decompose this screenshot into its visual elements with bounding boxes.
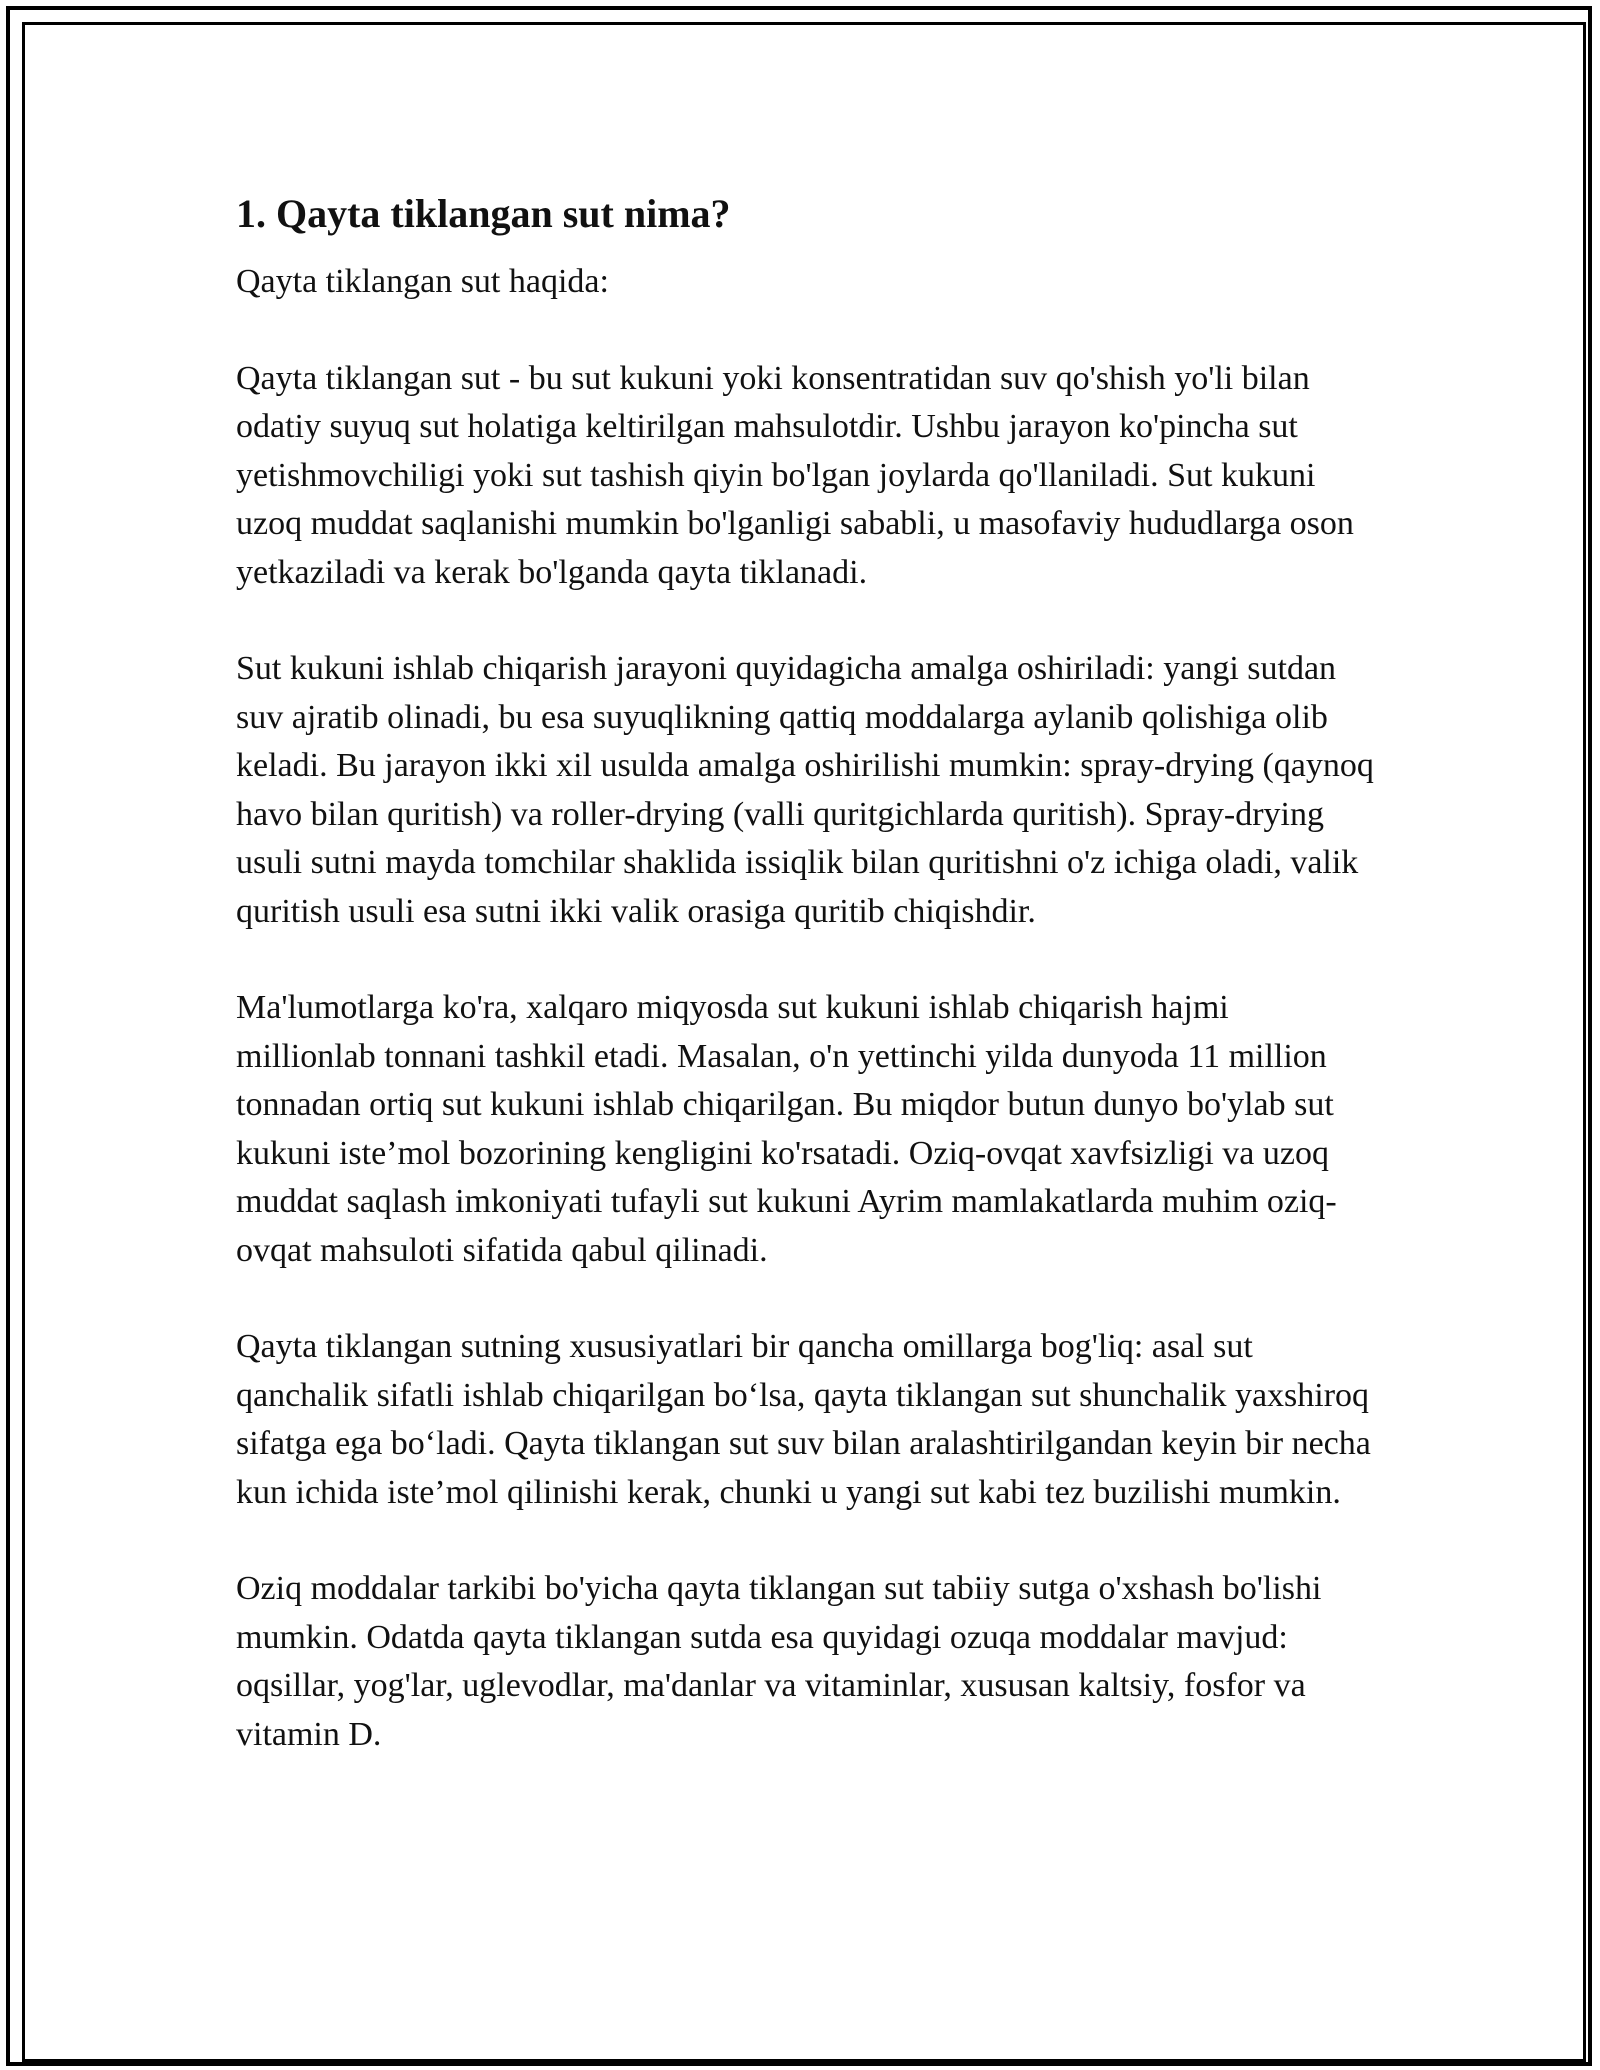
section-heading: 1. Qayta tiklangan sut nima? (236, 191, 731, 236)
paragraph-properties: Qayta tiklangan sutning xususiyatlari bir qancha omillarga bog'liq: asal sut qanchalik sifatli ishlab chiqarilgan bo‘lsa, qayta tiklangan sut shunchalik yaxshiroq sifatga ega bo‘ladi. Qayta tiklangan sut suv bilan aralashtirilgandan keyin bir necha kun ichida iste’mol qilinishi kerak, chunki u yangi sut kabi tez buzilishi mumkin. (236, 1328, 1371, 1511)
paragraph-production-volume: Ma'lumotlarga ko'ra, xalqaro miqyosda sut kukuni ishlab chiqarish hajmi millionlab tonnani tashkil etadi. Masalan, o'n yettinchi yilda dunyoda 11 million tonnadan ortiq sut kukuni ishlab chiqarilgan. Bu miqdor butun dunyo bo'ylab sut kukuni iste’mol bozorining kengligini ko'rsatadi. Oziq-ovqat xavfsizligi va uzoq muddat saqlash imkoniyati tufayli sut kukuni Ayrim mamlakatlarda muhim oziq-ovqat mahsuloti sifatida qabul qilinadi. (236, 989, 1337, 1269)
paragraph-nutrients: Oziq moddalar tarkibi bo'yicha qayta tiklangan sut tabiiy sutga o'xshash bo'lishi mumkin. Odatda qayta tiklangan sutda esa quyidagi ozuqa moddalar mavjud: oqsillar, yog'lar, uglevodlar, ma'danlar va vitaminlar, xususan kaltsiy, fosfor va vitamin D. (236, 1570, 1322, 1753)
intro-line: Qayta tiklangan sut haqida: (236, 263, 609, 300)
paragraph-production-process: Sut kukuni ishlab chiqarish jarayoni quyidagicha amalga oshiriladi: yangi sutdan suv ajratib olinadi, bu esa suyuqlikning qattiq moddalarga aylanib qolishiga olib keladi. Bu jarayon ikki xil usulda amalga oshirilishi mumkin: spray-drying (qaynoq havo bilan quritish) va roller-drying (valli quritgichlarda quritish). Spray-drying usuli sutni mayda tomchilar shaklida issiqlik bilan quritishni o'z ichiga oladi, valik quritish usuli esa sutni ikki valik orasiga quritib chiqishdir. (236, 650, 1374, 930)
paragraph-definition: Qayta tiklangan sut - bu sut kukuni yoki konsentratidan suv qo'shish yo'li bilan odatiy suyuq sut holatiga keltirilgan mahsulotdir. Ushbu jarayon ko'pincha sut yetishmovchiligi yoki sut tashish qiyin bo'lgan joylarda qo'llaniladi. Sut kukuni uzoq muddat saqlanishi mumkin bo'lganligi sababli, u masofaviy hududlarga oson yetkaziladi va kerak bo'lganda qayta tiklanadi. (236, 359, 1354, 591)
document-body (236, 184, 1376, 1807)
